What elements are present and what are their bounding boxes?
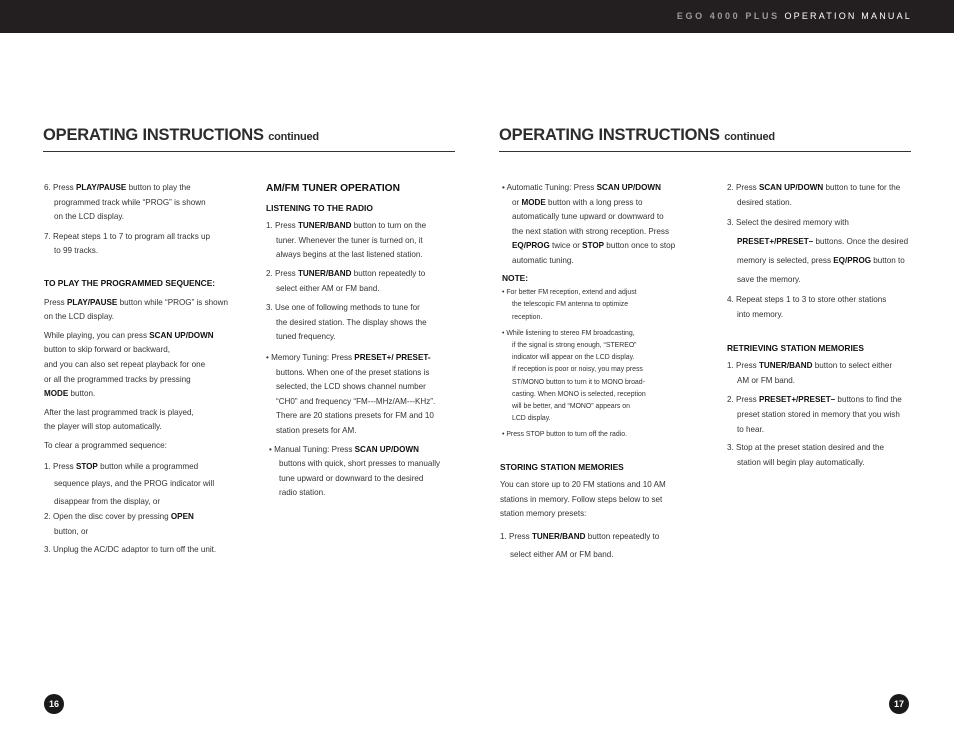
page-number-right: 17 [889,694,909,714]
retrieve-step-1: 1. Press TUNER/BAND button to select either AM or FM band. [727,361,893,385]
brand-name: EGO 4000 PLUS [676,11,780,21]
page-number-left: 16 [44,694,64,714]
note-heading: NOTE: [502,272,529,283]
right-title-text: OPERATING INSTRUCTIONS [499,126,720,144]
note-1: • For better FM reception, extend and adjust the telescopic FM antenna to optimize reception. [502,289,637,321]
right-title-rule [499,151,911,152]
manual-label: OPERATION MANUAL [784,11,912,21]
heading-retrieving: RETRIEVING STATION MEMORIES [727,342,864,353]
play-paragraph: Press PLAY/PAUSE button while “PROG” is shown on the LCD display. [44,297,229,322]
left-title-rule [43,151,455,152]
right-title-suffix: continued [724,131,775,143]
right-page-title [499,126,775,145]
note-2: • While listening to stereo FM broadcasting, if the signal is strong enough, “STEREO” indicator will appear on the LCD display. If reception is poor or noisy, you may press ST/MONO button to turn it to MONO broad- casting. When MONO is selected, reception will be better, and “MONO” appears on LCD display. [502,329,646,423]
clear-step-3: 3. Unplug the AC/DC adaptor to turn off the unit. [44,545,217,555]
skip-paragraph: While playing, you can press SCAN UP/DOWN button to skip forward or backward, and you can also set repeat playback for one or all the programmed tracks by pressing MODE button. [44,330,214,399]
step-6: 6. Press PLAY/PAUSE button to play the programmed track while “PROG” is shown on the LCD display. [44,183,206,222]
clear-step-2: 2. Open the disc cover by pressing OPEN button, or [44,512,194,536]
left-title-suffix: continued [268,131,319,143]
clear-step-1: 1. Press STOP button while a programmed sequence plays, and the PROG indicator will disappear from the display, or [44,461,215,506]
retrieve-step-3: 3. Stop at the preset station desired and the station will begin play automatically. [727,443,885,467]
clear-intro: To clear a programmed sequence: [44,440,167,450]
left-title-text: OPERATING INSTRUCTIONS [43,126,264,144]
heading-play-programmed: TO PLAY THE PROGRAMMED SEQUENCE: [44,277,216,288]
note-3: • Press STOP button to turn off the radio. [502,431,627,439]
header-bar [0,0,954,33]
automatic-tuning: • Automatic Tuning: Press SCAN UP/DOWN or MODE button with a long press to automatically tune upward or downward to the next station with strong reception. Press EQ/PROG twice or STOP button once to stop automatic tuning. [502,183,676,265]
memory-tuning: • Memory Tuning: Press PRESET+/ PRESET- buttons. When one of the preset stations is selected, the LCD shows channel number “CH0” and frequency “FM---MHz/AM---KHz”. There are 20 stations presets for FM and 10 station presets for AM. [266,352,436,435]
heading-listening: LISTENING TO THE RADIO [266,202,373,213]
store-step-3: 3. Select the desired memory with PRESET+/PRESET– buttons. Once the desired memory is selected, press EQ/PROG button to save the memory. [727,218,909,284]
tuner-step-1: 1. Press TUNER/BAND button to turn on the tuner. Whenever the tuner is turned on, it always begins at the last listened station. [266,221,427,260]
heading-amfm-tuner: AM/FM TUNER OPERATION [266,183,400,194]
heading-storing: STORING STATION MEMORIES [500,461,624,472]
store-step-4: 4. Repeat steps 1 to 3 to store other stations into memory. [727,295,887,319]
retrieve-step-2: 2. Press PRESET+/PRESET– buttons to find the preset station stored in memory that you wish to hear. [727,395,902,434]
right-col-2 [727,181,917,470]
tuner-step-2: 2. Press TUNER/BAND button repeatedly to select either AM or FM band. [266,268,426,293]
store-step-2: 2. Press SCAN UP/DOWN button to tune for the desired station. [727,183,901,207]
store-step-1: 1. Press TUNER/BAND button repeatedly to select either AM or FM band. [500,531,660,559]
left-page-title [43,126,319,145]
manual-tuning: • Manual Tuning: Press SCAN UP/DOWN buttons with quick, short presses to manually tune upward or downward to the desired radio station. [269,444,441,498]
left-col-1 [44,181,239,558]
step-7: 7. Repeat steps 1 to 7 to program all tracks up to 99 tracks. [44,231,211,256]
after-paragraph: After the last programmed track is played, the player will stop automatically. [44,407,194,432]
storing-paragraph: You can store up to 20 FM stations and 10 AM stations in memory. Follow steps below to set station memory presets: [500,480,666,519]
running-header [677,11,912,21]
left-col-2 [266,182,461,501]
right-col-1 [502,181,702,564]
tuner-step-3: 3. Use one of following methods to tune for the desired station. The display shows the tuned frequency. [266,303,427,342]
